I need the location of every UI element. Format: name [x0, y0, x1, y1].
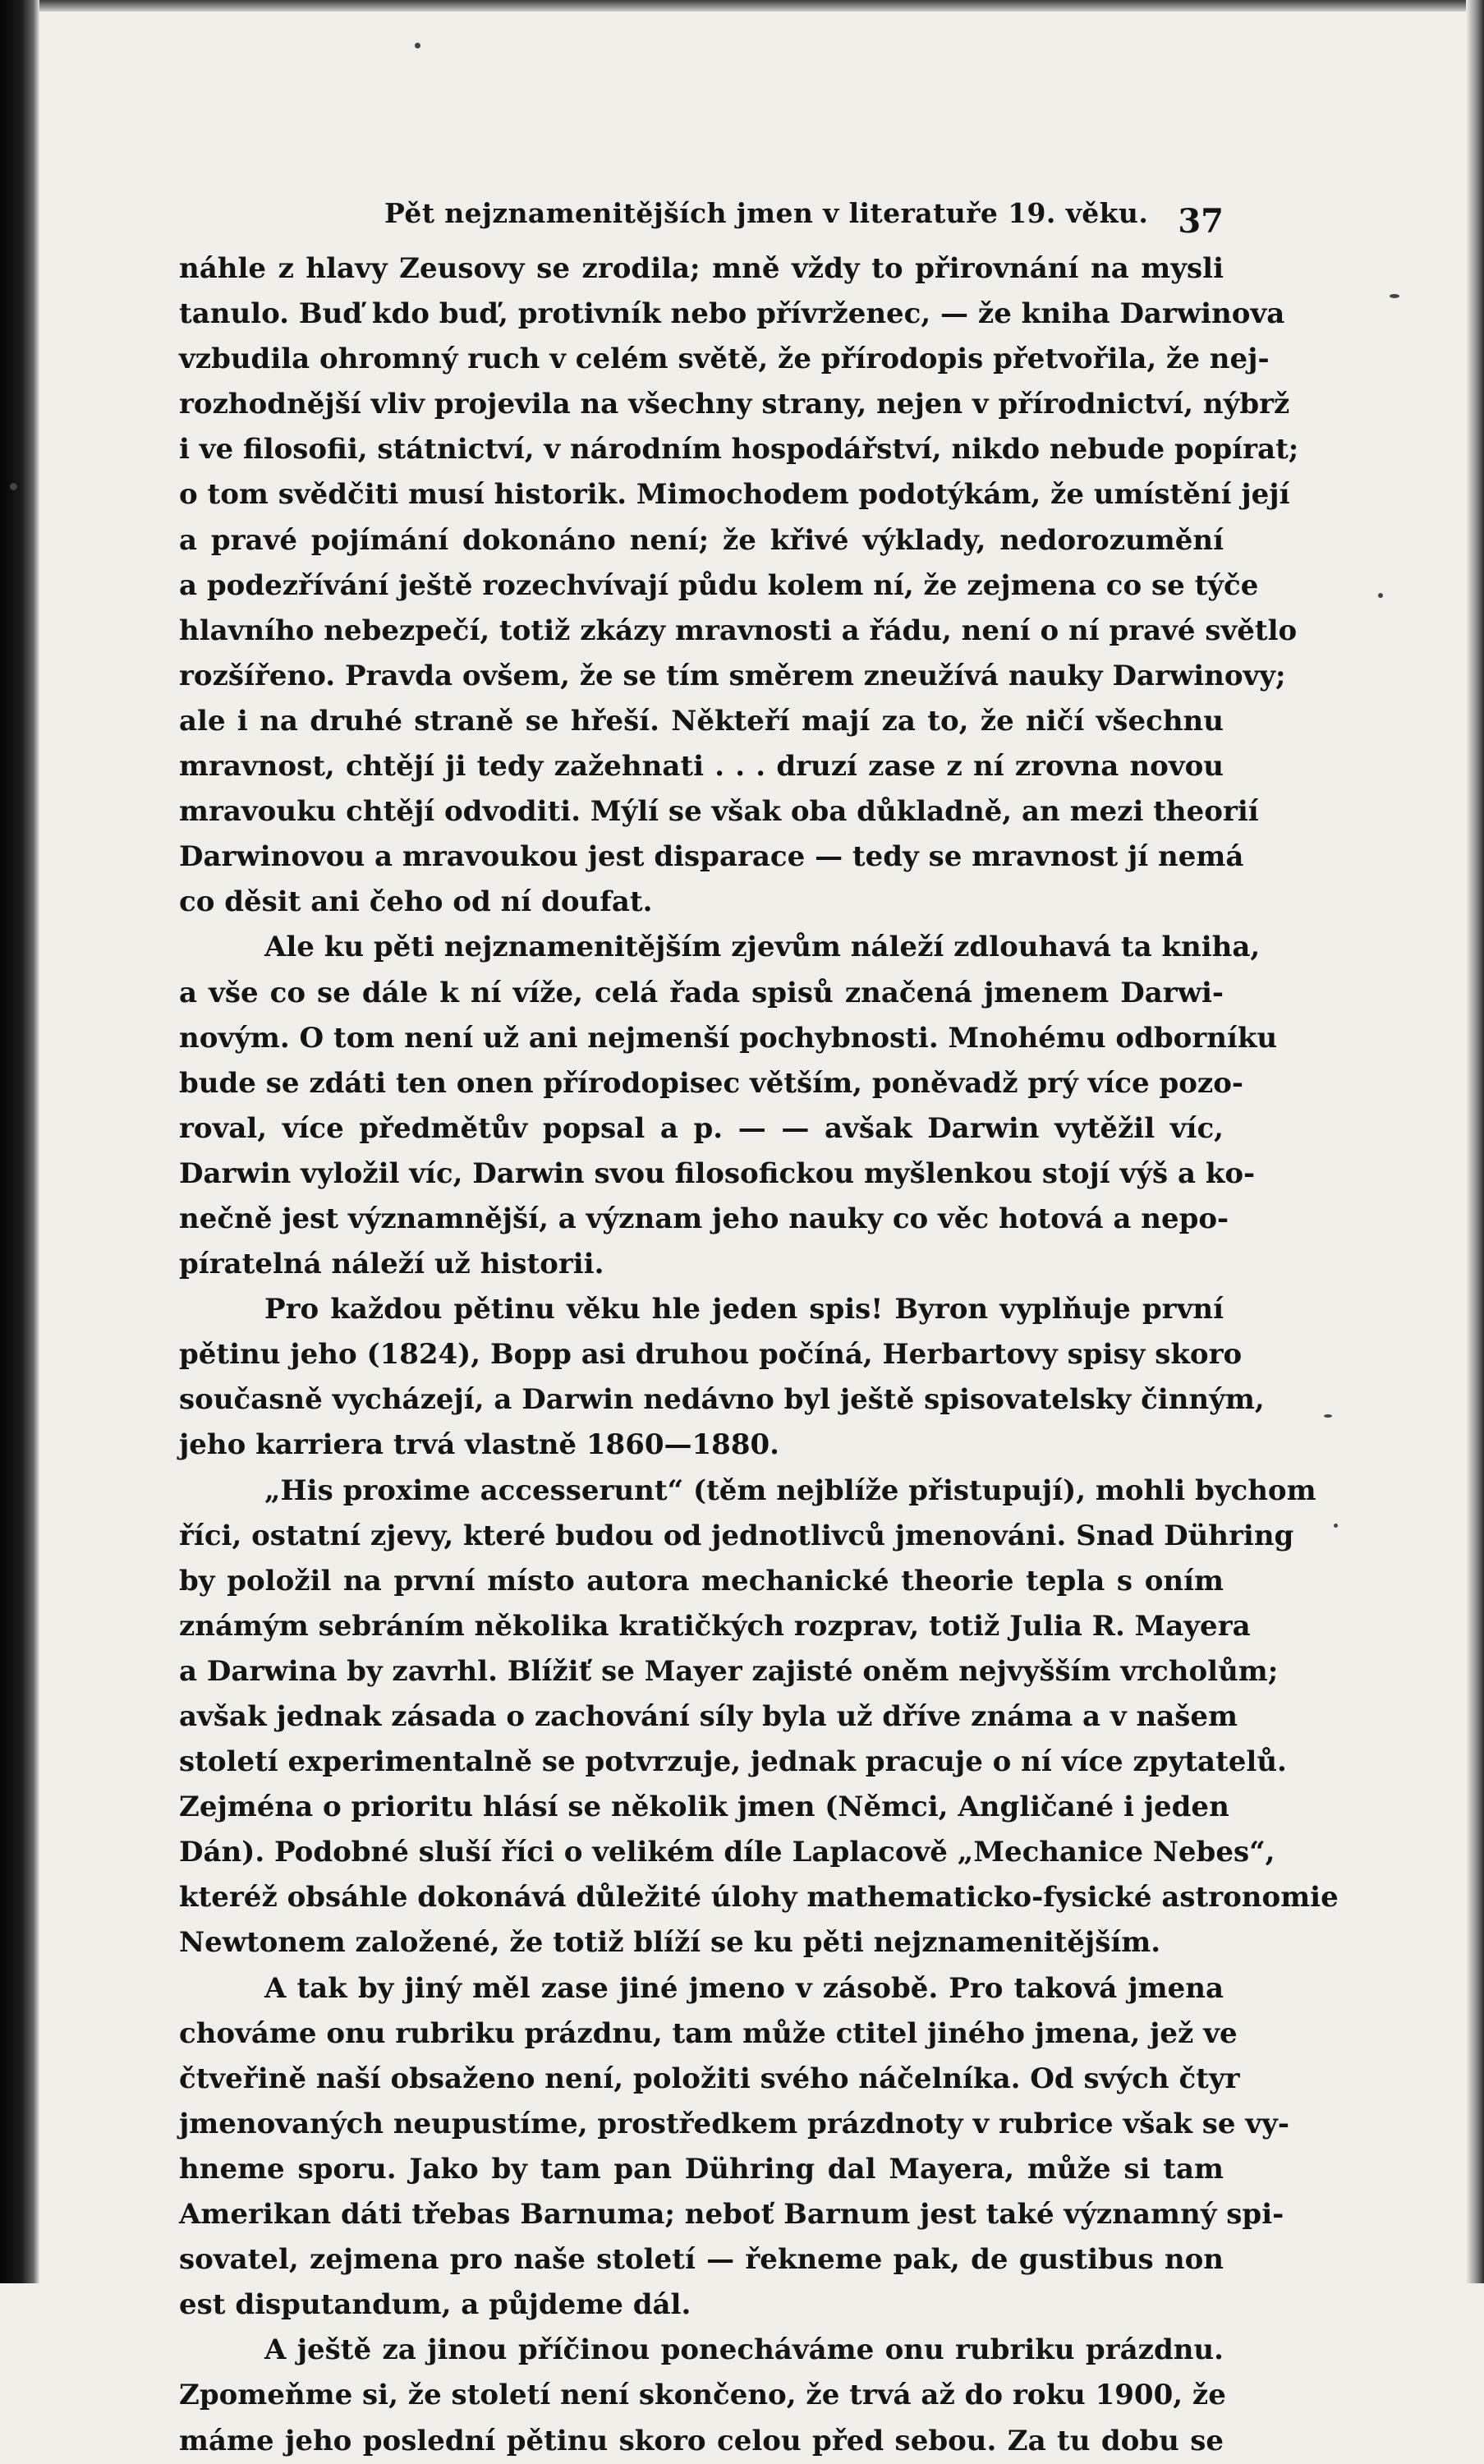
text-line: Pro každou pětinu věku hle jeden spis! Byron vyplňuje první — [264, 1293, 1224, 1326]
text-line: mravnost, chtějí ji tedy zažehnati . . . druzí zase z ní zrovna novou — [179, 750, 1224, 784]
text-line: jeho karriera trvá vlastně 1860—1880. — [179, 1428, 779, 1462]
scan-edge-top — [0, 0, 1484, 11]
text-line: vzbudila ohromný ruch v celém světě, že přírodopis přetvořila, že nej- — [179, 342, 1270, 376]
text-line: Zpomeňme si, že století není skončeno, že trvá až do roku 1900, že — [179, 2379, 1226, 2412]
text-line: o tom svědčiti musí historik. Mimochodem podotýkám, že umístění její — [179, 478, 1290, 512]
text-line: a Darwina by zavrhl. Blížiť se Mayer zajisté oněm nejvyšším vrcholům; — [179, 1654, 1279, 1688]
text-line: Ale ku pěti nejznamenitějším zjevům náleží zdlouhavá ta kniha, — [264, 931, 1261, 964]
text-line: a podezřívání ještě rozechvívají půdu kolem ní, že zejmena co se týče — [179, 568, 1259, 602]
scan-edge-left — [0, 0, 39, 2283]
speck — [1324, 1414, 1332, 1418]
speck — [1390, 294, 1399, 298]
text-line: A ještě za jinou příčinou ponecháváme onu rubriku prázdnu. — [264, 2333, 1224, 2367]
text-line: roval, více předmětův popsal a p. — — avšak Darwin vytěžil víc, — [179, 1111, 1224, 1145]
text-line: est disputandum, a půjdeme dál. — [179, 2288, 691, 2322]
text-line: Amerikan dáti třebas Barnuma; neboť Barnum jest také významný spi- — [179, 2198, 1284, 2232]
scan-edge-right — [1466, 0, 1484, 2283]
text-line: sovatel, zejmena pro naše století — řekneme pak, de gustibus non — [179, 2243, 1224, 2277]
text-line: co děsit ani čeho od ní doufat. — [179, 885, 653, 919]
text-line: bude se zdáti ten onen přírodopisec větším, poněvadž prý více pozo- — [179, 1066, 1244, 1100]
text-line: „His proxime accesserunt“ (těm nejblíže přistupují), mohli bychom — [264, 1473, 1316, 1507]
text-line: Darwinovou a mravoukou jest disparace — tedy se mravnost jí nemá — [179, 840, 1244, 874]
text-line: i ve filosofii, státnictví, v národním hospodářství, nikdo nebude popírat; — [179, 433, 1299, 467]
text-line: a pravé pojímání dokonáno není; že křivé výklady, nedorozumění — [179, 523, 1224, 557]
text-line: nečně jest významnější, a význam jeho nauky co věc hotová a nepo- — [179, 1202, 1229, 1235]
text-line: ale i na druhé straně se hřeší. Někteří mají za to, že ničí všechnu — [179, 704, 1224, 738]
text-line: a vše co se dále k ní víže, celá řada spisů značená jmenem Darwi- — [179, 976, 1224, 1009]
text-line: mravouku chtějí odvoditi. Mýlí se však oba důkladně, an mezi theorií — [179, 795, 1259, 829]
page-header — [179, 197, 1224, 246]
text-line: Darwin vyložil víc, Darwin svou filosofickou myšlenkou stojí výš a ko- — [179, 1156, 1256, 1190]
text-line: století experimentalně se potvrzuje, jednak pracuje o ní více zpytatelů. — [179, 1745, 1287, 1779]
text-line: kteréž obsáhle dokonává důležité úlohy mathematicko-fysické astronomie — [179, 1881, 1339, 1915]
text-line: jmenovaných neupustíme, prostředkem prázdnoty v rubrice však se vy- — [179, 2107, 1290, 2140]
text-line: avšak jednak zásada o zachování síly byla už dříve známa a v našem — [179, 1700, 1238, 1733]
running-head: Pět nejznamenitějších jmen v literatuře 19. věku. — [384, 197, 1149, 229]
book-page — [179, 197, 1339, 2464]
text-line: současně vycházejí, a Darwin nedávno byl ještě spisovatelsky činným, — [179, 1383, 1265, 1417]
text-line: máme jeho poslední pětinu skoro celou před sebou. Za tu dobu se — [179, 2424, 1224, 2457]
text-line: známým sebráním několika kratičkých rozprav, totiž Julia R. Mayera — [179, 1609, 1251, 1643]
speck — [1334, 1524, 1338, 1528]
text-line: píratelná náleží už historii. — [179, 1248, 604, 1281]
text-line: rozhodnější vliv projevila na všechny strany, nejen v přírodnictví, nýbrž — [179, 388, 1290, 421]
text-line: pětinu jeho (1824), Bopp asi druhou počíná, Herbartovy spisy skoro — [179, 1338, 1243, 1372]
text-line: A tak by jiný měl zase jiné jmeno v zásobě. Pro taková jmena — [264, 1971, 1224, 2005]
page-number: 37 — [1178, 202, 1224, 241]
text-line: tanulo. Buď kdo buď, protivník nebo přívrženec, — že kniha Darwinova — [179, 297, 1285, 331]
text-line: čtveřině naší obsaženo není, položiti svého náčelníka. Od svých čtyr — [179, 2062, 1240, 2095]
text-line: Dán). Podobné sluší říci o velikém díle Laplacově „Mechanice Nebes“, — [179, 1836, 1275, 1869]
speck — [415, 43, 420, 48]
text-line: Zejména o prioritu hlásí se několik jmen (Němci, Angličané i jeden — [179, 1791, 1229, 1824]
text-line: rozšířeno. Pravda ovšem, že se tím směrem zneužívá nauky Darwinovy; — [179, 659, 1286, 692]
text-line: novým. O tom není už ani nejmenší pochybnosti. Mnohému odborníku — [179, 1021, 1278, 1055]
speck — [10, 483, 17, 490]
speck — [1378, 593, 1383, 598]
text-line: by položil na první místo autora mechanické theorie tepla s oním — [179, 1564, 1224, 1597]
text-line: hlavního nebezpečí, totiž zkázy mravnosti a řádu, není o ní pravé světlo — [179, 614, 1298, 647]
text-line: říci, ostatní zjevy, které budou od jednotlivců jmenováni. Snad Dühring — [179, 1519, 1294, 1552]
body-text — [179, 246, 1339, 2464]
text-line: Newtonem založené, že totiž blíží se ku pěti nejznamenitějším. — [179, 1926, 1161, 1960]
text-line: náhle z hlavy Zeusovy se zrodila; mně vždy to přirovnání na mysli — [179, 252, 1224, 285]
text-line: chováme onu rubriku prázdnu, tam může ctitel jiného jmena, jež ve — [179, 2016, 1238, 2050]
text-line: hneme sporu. Jako by tam pan Dühring dal Mayera, může si tam — [179, 2152, 1224, 2186]
